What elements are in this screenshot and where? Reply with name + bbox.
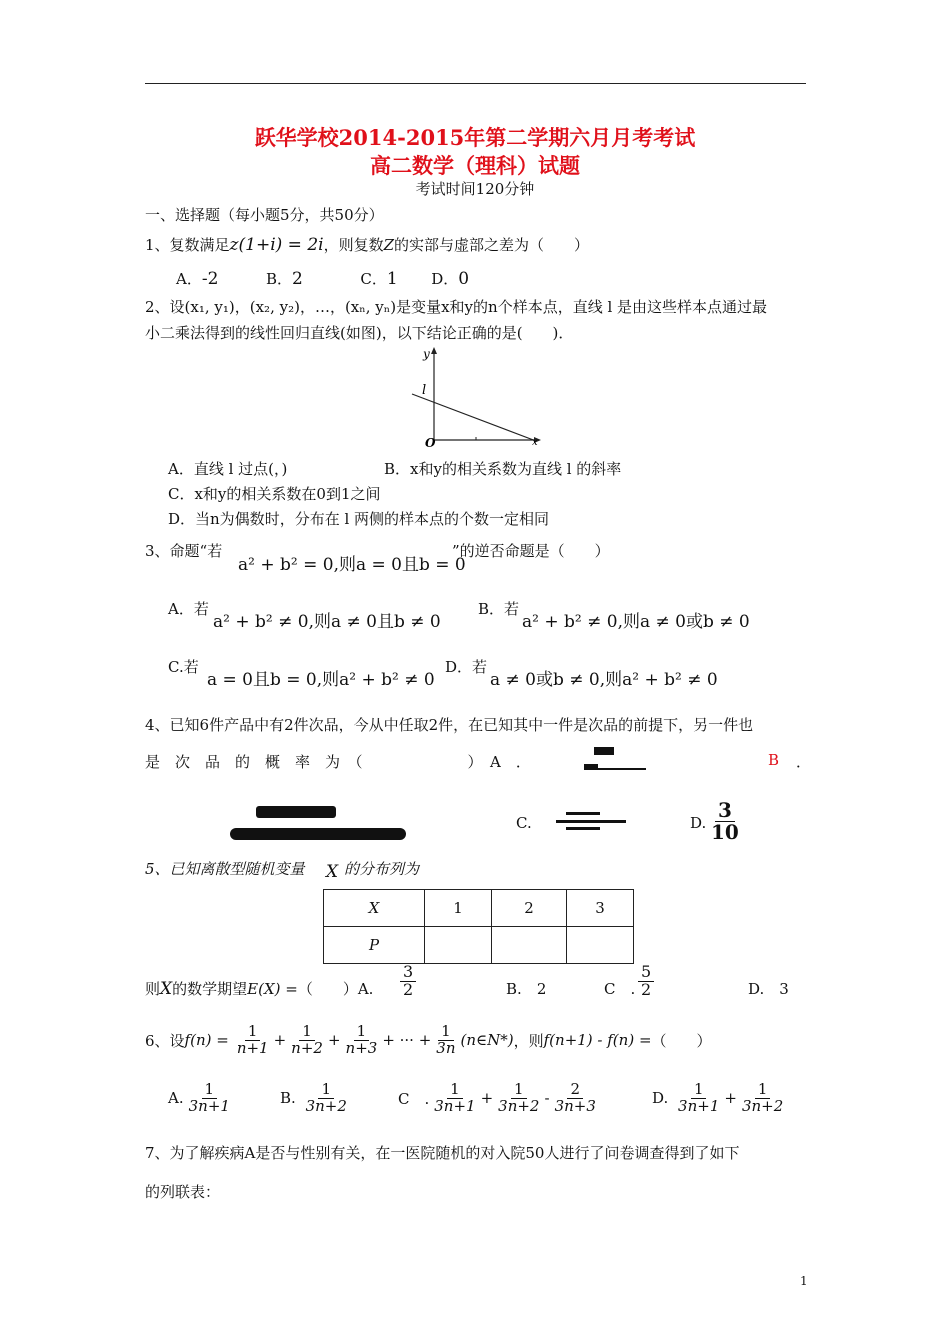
q1-expr: z(1+i) = 2i (229, 235, 324, 255)
q2-line2: 小二乘法得到的线性回归直线(如图)，以下结论正确的是( )． (145, 324, 574, 342)
table-cell: X (324, 890, 425, 927)
q5-answer-line: 则X的数学期望E(X) =（ ）A. (145, 979, 374, 999)
q2-option-d: D．当n为偶数时，分布在 l 两侧的样本点的个数一定相同 (168, 510, 550, 528)
q3-option-a-label: A．若 (168, 600, 209, 618)
q6-option-c: C . $\frac{1}{3n+1}$ + $\frac{1}{3n+2}$ - $\frac{2}{3n+3}$ (398, 1080, 596, 1115)
graph-y-arrow (431, 347, 437, 354)
q7-line1: 7、为了解疾病A是否与性别有关，在一医院随机的对入院50人进行了问卷调查得到了如下 (145, 1144, 740, 1162)
table-row (324, 927, 634, 964)
q3-option-c-label: C.若 (168, 658, 199, 676)
q5-option-a-value: $\frac{3}{2}$ (398, 964, 418, 999)
q5-option-b: B. 2 (506, 980, 547, 998)
exam-title-line1: 跃华学校2014-2015年第二学期六月月考考试 (254, 125, 696, 150)
distribution-table (323, 889, 634, 964)
q1-option-c: C． (360, 270, 387, 288)
q5-option-d: D. 3 (748, 980, 789, 998)
q4-option-c-label: C. (516, 814, 532, 832)
q5-pre: 5、已知离散型随机变量 (145, 860, 305, 878)
graph-x-label: x (532, 437, 538, 448)
q6-option-a: A. $\frac{1}{3n+1}$ (168, 1080, 230, 1115)
graph-l-label: l (422, 383, 427, 398)
table-row (324, 890, 634, 927)
question-1 (145, 234, 589, 255)
table-cell (492, 927, 567, 964)
q2-option-c: C．x和y的相关系数在0到1之间 (168, 485, 381, 503)
q5-option-c-value: $\frac{5}{2}$ (636, 964, 656, 999)
q3-option-c-expr: a = 0且b = 0,则a² + b² ≠ 0 (207, 670, 435, 690)
q2-line1: 2、设(x₁, y₁)，(x₂, y₂)，…，(xₙ, yₙ)是变量x和y的n个样本点，直线 l 是由这些样本点通过最 (145, 298, 768, 316)
q1-options: A．-2 B．2 C．1 D．0 (176, 269, 470, 289)
q4-line1: 4、已知6件产品中有2件次品，今从中任取2件，在已知其中一件是次品的前提下，另一件也 (145, 716, 754, 734)
q1-z: Z (383, 236, 395, 254)
q2-option-a: A．直线 l 过点(，) (168, 460, 288, 478)
q7-line2: 的列联表： (145, 1183, 221, 1201)
q1-post: ，则复数 (323, 236, 384, 254)
q4-option-b-label: B (768, 751, 780, 769)
table-cell: 3 (567, 890, 634, 927)
q3-post: ”的逆否命题是（ ） (452, 542, 610, 560)
table-cell (567, 927, 634, 964)
q1-option-d: D． (431, 270, 459, 288)
q1-option-a: A． (176, 270, 202, 288)
q5-post: 的分布列为 (344, 860, 420, 878)
q3-option-d-label: D．若 (445, 658, 488, 676)
q4-option-d-value: $\frac{3}{10}$ (711, 798, 739, 844)
q4-line2: 是 次 品 的 概 率 为 （ ） A ． (145, 753, 531, 771)
exam-time: 考试时间120分钟 (415, 180, 535, 198)
q3-option-b-expr: a² + b² ≠ 0,则a ≠ 0或b ≠ 0 (522, 612, 750, 632)
section-heading: 一、选择题（每小题5分，共50分） (145, 206, 384, 224)
q4-option-a-image (594, 747, 614, 755)
regression-graph (408, 344, 546, 448)
exam-title-line2: 高二数学（理科）试题 (370, 153, 580, 178)
page-number: 1 (800, 1274, 808, 1288)
q6-option-d: D. $\frac{1}{3n+1}$ + $\frac{1}{3n+2}$ (652, 1080, 784, 1115)
table-cell: P (324, 927, 425, 964)
graph-y-label: y (423, 347, 430, 361)
q3-expr: a² + b² = 0,则a = 0且b = 0 (238, 555, 466, 575)
q4-option-d-label: D. (690, 814, 707, 832)
q4-option-b-image (256, 806, 336, 818)
q4-option-c-image (566, 812, 600, 815)
q5-option-c-label: C . (604, 980, 636, 998)
graph-origin-label: O (425, 436, 436, 448)
q3-option-d-expr: a ≠ 0或b ≠ 0,则a² + b² ≠ 0 (490, 670, 718, 690)
q1-tail: 的实部与虚部之差为（ ） (394, 236, 590, 254)
question-6: 6、设 f(n) = $\frac{1}{n+1}$ + $\frac{1}{n+2}$ + $\frac{1}{n+3}$ + ··· + $\frac{1}{3n}$ (n∈N*) ，则 f(n+1) - f(n) = （ ） (145, 1022, 712, 1057)
q3-option-b-label: B．若 (478, 600, 520, 618)
q1-pre: 1、复数满足 (145, 236, 230, 254)
table-cell: 1 (425, 890, 492, 927)
q2-option-b: B．x和y的相关系数为直线 l 的斜率 (384, 460, 622, 478)
table-cell (425, 927, 492, 964)
q6-option-b: B. $\frac{1}{3n+2}$ (280, 1080, 347, 1115)
q1-option-b: B． (265, 270, 292, 288)
q3-pre: 3、命题“若 (145, 542, 223, 560)
q3-option-a-expr: a² + b² ≠ 0,则a ≠ 0且b ≠ 0 (213, 612, 441, 632)
top-rule (145, 83, 806, 84)
table-cell: 2 (492, 890, 567, 927)
q5-var: X (326, 862, 339, 882)
graph-regression-line (412, 394, 536, 441)
